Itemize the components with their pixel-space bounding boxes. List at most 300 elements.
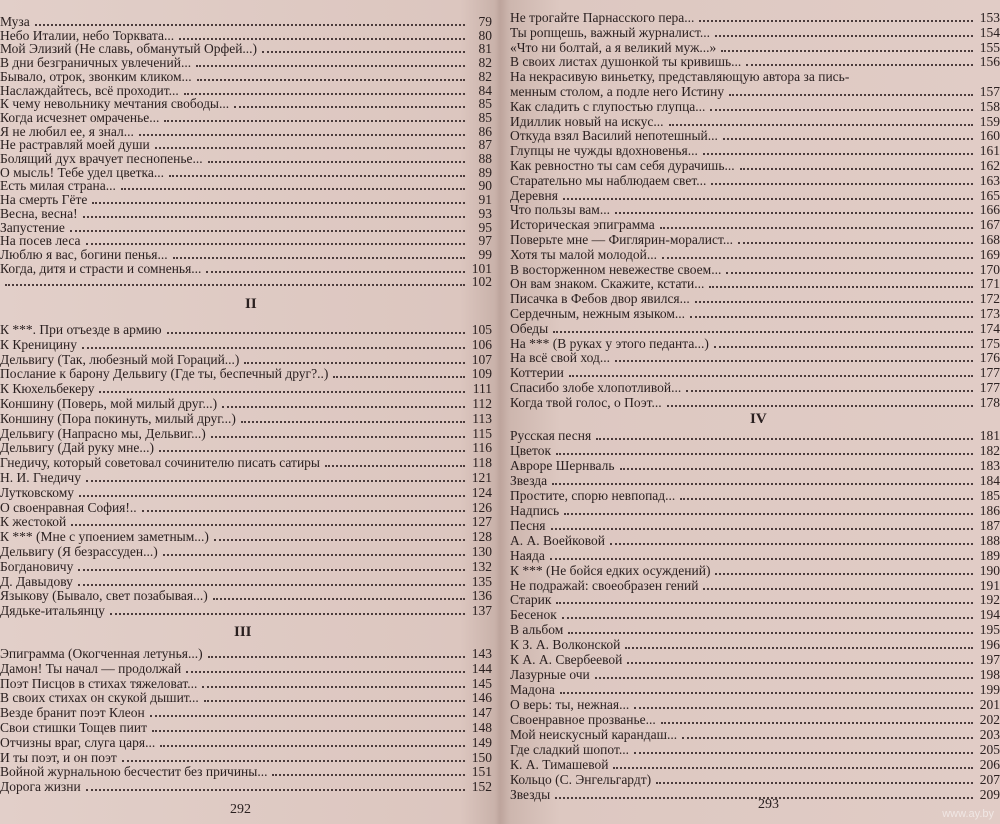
entry-page-number: 167 [979, 217, 1000, 233]
entry-page-number: 163 [979, 172, 1000, 188]
toc-entry [510, 232, 1000, 248]
entry-title: О мысль! Тебе удел цветка... [0, 164, 165, 180]
section-heading-ii: II [245, 296, 257, 312]
entry-title: К *** (Мне с упоением заметным...) [0, 529, 209, 545]
entry-page-number: 178 [979, 394, 1000, 410]
dot-leader [562, 617, 973, 619]
entry-title: В альбом [510, 622, 564, 638]
entry-title: Кольцо (С. Энгельгардт) [510, 771, 652, 787]
toc-entry [510, 158, 1000, 174]
toc-entry [0, 322, 492, 338]
dot-leader [83, 216, 465, 218]
entry-title: В своих стихах он скукой дышит... [0, 690, 199, 706]
dot-leader [620, 468, 973, 470]
entry-title: Дельвигу (Так, любезный мой Гораций...) [0, 351, 240, 367]
toc-entry [0, 574, 492, 590]
entry-page-number: 144 [471, 660, 492, 676]
toc-entry [0, 396, 492, 412]
entry-page-number: 196 [979, 637, 1000, 653]
dot-leader [78, 569, 465, 571]
entry-page-number: 155 [979, 39, 1000, 55]
toc-entry [510, 652, 1000, 668]
entry-page-number: 170 [979, 261, 1000, 277]
entry-title: Русская песня [510, 428, 592, 443]
dot-leader [121, 188, 465, 190]
entry-title: Д. Давыдову [0, 573, 73, 589]
dot-leader [726, 272, 973, 274]
entry-page-number: 80 [478, 27, 492, 43]
entry-page-number: 86 [478, 123, 492, 139]
entry-title: Старательно мы наблюдаем свет... [510, 172, 707, 188]
dot-leader [669, 124, 973, 126]
right-page [510, 0, 1000, 824]
dot-leader [695, 301, 973, 303]
entry-page-number: 132 [471, 558, 492, 574]
entry-title: Своенравное прозванье... [510, 712, 656, 728]
entry-title: Поэт Писцов в стихах тяжеловат... [0, 675, 198, 691]
entry-page-number: 113 [472, 410, 492, 426]
toc-entry [0, 559, 492, 575]
dot-leader [709, 286, 973, 288]
toc-entry [0, 440, 492, 456]
toc-entry [510, 607, 1000, 623]
toc-entry [510, 247, 1000, 263]
dot-leader [560, 692, 973, 694]
dot-leader [86, 480, 465, 482]
toc-entry [510, 365, 1000, 381]
toc-entry [510, 682, 1000, 698]
dot-leader [729, 94, 973, 96]
entry-title: Историческая эпиграмма [510, 217, 655, 233]
entry-page-number: 137 [471, 603, 492, 619]
entry-page-number: 206 [979, 756, 1000, 772]
toc-entry [0, 588, 492, 604]
dot-leader [272, 774, 465, 776]
dot-leader [703, 588, 973, 590]
toc-entry [510, 54, 1000, 70]
toc-entry [510, 306, 1000, 322]
entry-title: Свои стишки Тощев пиит [0, 720, 147, 735]
entry-title: Богдановичу [0, 558, 74, 574]
entry-title: Когда, дитя и страсти и сомненья... [0, 260, 202, 276]
entry-title: Эпиграмма (Окогченная летунья...) [0, 646, 203, 661]
entry-title: На некрасивую виньетку, представляющую автора за пись- [510, 69, 850, 85]
section-heading-iii: III [234, 624, 252, 640]
entry-page-number: 177 [979, 380, 1000, 395]
entry-title: К. А. Тимашевой [510, 756, 609, 772]
entry-page-number: 82 [478, 55, 492, 71]
dot-leader [615, 360, 973, 362]
dot-leader [234, 106, 465, 108]
dot-leader [208, 656, 465, 658]
entry-title: Ты ропщешь, важный журналист... [510, 24, 710, 40]
toc-entry [510, 443, 1000, 459]
toc-entry [510, 428, 1000, 444]
entry-title: Звезда [510, 472, 548, 488]
entry-page-number: 209 [979, 786, 1000, 802]
toc-entry [510, 563, 1000, 579]
dot-leader [680, 498, 973, 500]
entry-title: На всё свой ход... [510, 350, 610, 366]
toc-entry [510, 143, 1000, 159]
entry-title: Бесенок [510, 607, 557, 623]
toc-entry [0, 735, 492, 751]
entry-title: Не подражай: своеобразен гений [510, 577, 699, 593]
entry-page-number: 128 [471, 529, 492, 545]
entry-title: Мой Элизий (Не славь, обманутый Орфей...) [0, 41, 258, 57]
toc-entry [510, 202, 1000, 218]
entry-page-number: 189 [979, 547, 1000, 563]
toc-entry [0, 455, 492, 471]
dot-leader [208, 161, 465, 163]
dot-leader [595, 677, 973, 679]
toc-entry [0, 500, 492, 516]
entry-page-number: 154 [979, 24, 1000, 40]
dot-leader [214, 539, 465, 541]
toc-entry [510, 637, 1000, 653]
entry-title: К Кюхельбекеру [0, 381, 95, 397]
entry-title: В восторженном невежестве своем... [510, 261, 722, 277]
dot-leader [155, 147, 465, 149]
entry-title: Дорога жизни [0, 779, 81, 795]
dot-leader [5, 284, 465, 286]
entry-page-number: 203 [979, 727, 1000, 742]
dot-leader [625, 647, 973, 649]
entry-page-number: 91 [478, 192, 492, 208]
entry-page-number: 165 [979, 187, 1000, 203]
entry-page-number: 198 [979, 667, 1000, 683]
entry-page-number: 102 [471, 274, 492, 290]
dot-leader [610, 543, 973, 545]
dot-leader [213, 598, 465, 600]
dot-leader [682, 737, 973, 739]
dot-leader [71, 524, 465, 526]
dot-leader [667, 405, 973, 407]
dot-leader [211, 436, 465, 438]
toc-entry [0, 779, 492, 795]
entry-title: Гнедичу, который советовал сочинителю писать сатиры [0, 455, 320, 471]
dot-leader [152, 730, 465, 732]
dot-leader [202, 686, 465, 688]
toc-entry [510, 772, 1000, 788]
entry-page-number: 121 [471, 470, 492, 485]
entry-title: Откуда взял Василий непотешный... [510, 128, 718, 144]
entry-title: Где сладкий шопот... [510, 741, 629, 757]
entry-page-number: 97 [478, 233, 492, 249]
dot-leader [110, 613, 465, 615]
dot-leader [160, 745, 465, 747]
entry-page-number: 182 [979, 442, 1000, 458]
toc-entry [510, 473, 1000, 489]
entry-title: Идиллик новый на искус... [510, 113, 664, 129]
page-number: 293 [758, 797, 779, 812]
entry-title: Простите, спорю невпопад... [510, 487, 676, 503]
dot-leader [738, 242, 973, 244]
dot-leader [740, 168, 973, 170]
toc-entry [510, 25, 1000, 41]
entry-title: Дельвигу (Напрасно мы, Дельвиг...) [0, 425, 206, 441]
entry-page-number: 199 [979, 682, 1000, 698]
entry-title: Лазурные очи [510, 667, 590, 683]
toc-entry [510, 533, 1000, 549]
entry-title: Как ревностно ты сам себя дурачишь... [510, 158, 735, 173]
entry-title: Писачка в Фебов двор явился... [510, 291, 690, 307]
entry-page-number: 95 [478, 219, 492, 235]
dot-leader [99, 391, 465, 393]
toc-entry [0, 381, 492, 397]
entry-title: Люблю я вас, богини пенья... [0, 246, 168, 262]
entry-page-number: 115 [472, 425, 492, 441]
dot-leader [564, 513, 973, 515]
dot-leader [711, 183, 973, 185]
entry-title: Глупцы не чужды вдохновенья... [510, 143, 698, 159]
entry-page-number: 174 [979, 320, 1000, 336]
dot-leader [627, 662, 973, 664]
entry-page-number: 173 [979, 306, 1000, 321]
entry-title: О своенравная София!.. [0, 499, 137, 515]
entry-page-number: 191 [979, 577, 1000, 593]
toc-entry [510, 40, 1000, 56]
entry-title: Старик [510, 592, 552, 608]
toc-entry [510, 697, 1000, 713]
toc-entry [510, 188, 1000, 204]
dot-leader [70, 230, 465, 232]
entry-page-number: 135 [471, 573, 492, 589]
entry-page-number: 169 [979, 246, 1000, 262]
entry-title: Спасибо злобе хлопотливой... [510, 380, 682, 395]
toc-entry [510, 622, 1000, 638]
dot-leader [563, 198, 973, 200]
toc-entry [510, 578, 1000, 594]
dot-leader [615, 212, 973, 214]
toc-entry [510, 69, 1000, 85]
dot-leader [206, 271, 465, 273]
entry-page-number: 106 [471, 336, 492, 352]
toc-entry [510, 488, 1000, 504]
dot-leader [569, 375, 973, 377]
entry-title: Поверьте мне — Фиглярин-моралист... [510, 232, 733, 247]
entry-page-number: 171 [979, 276, 1000, 292]
entry-title: Как сладить с глупостью глупца... [510, 98, 706, 114]
toc-entry [510, 262, 1000, 278]
entry-page-number: 88 [478, 151, 492, 166]
entry-page-number: 202 [979, 712, 1000, 728]
entry-title: Авроре Шернваль [510, 457, 615, 473]
entry-page-number: 205 [979, 741, 1000, 757]
dot-leader [634, 707, 973, 709]
entry-title: Муза [0, 14, 30, 29]
dot-leader [164, 120, 465, 122]
dot-leader [710, 109, 973, 111]
toc-entry [0, 529, 492, 545]
entry-title: На смерть Гёте [0, 192, 88, 208]
toc-entry [510, 321, 1000, 337]
dot-leader [186, 671, 465, 673]
entry-title: Везде бранит поэт Клеон [0, 705, 145, 721]
entry-title: Наслаждайтесь, всё проходит... [0, 82, 179, 98]
dot-leader [333, 376, 465, 378]
entry-title: К З. А. Волконской [510, 637, 621, 653]
toc-entry [510, 757, 1000, 773]
entry-title: Дельвигу (Я безрассуден...) [0, 544, 158, 559]
dot-leader [703, 153, 973, 155]
dot-leader [325, 465, 465, 467]
dot-leader [35, 24, 465, 26]
left-page [0, 0, 492, 824]
toc-entry [0, 705, 492, 721]
entry-page-number: 85 [478, 96, 492, 112]
entry-title: Болящий дух врачует песнопенье... [0, 151, 203, 166]
entry-page-number: 112 [472, 396, 492, 411]
toc-entry [510, 350, 1000, 366]
entry-page-number: 177 [979, 365, 1000, 381]
dot-leader [660, 227, 973, 229]
entry-title: Дельвигу (Дай руку мне...) [0, 440, 155, 456]
dot-leader [78, 584, 465, 586]
entry-title: Когда исчезнет омраченье... [0, 109, 160, 125]
entry-page-number: 185 [979, 487, 1000, 503]
entry-page-number: 192 [979, 592, 1000, 608]
entry-page-number: 197 [979, 652, 1000, 668]
entry-page-number: 99 [478, 246, 492, 262]
entry-page-number: 184 [979, 472, 1000, 488]
toc-entry [510, 217, 1000, 233]
toc-entry [0, 764, 492, 780]
dot-leader [79, 495, 465, 497]
dot-leader [197, 79, 465, 81]
entry-page-number: 90 [478, 178, 492, 194]
toc-entry [510, 742, 1000, 758]
toc-entry [0, 676, 492, 692]
dot-leader [244, 362, 465, 364]
toc-entry [510, 458, 1000, 474]
toc-entry [510, 114, 1000, 130]
entry-page-number: 145 [471, 675, 492, 691]
entry-page-number: 150 [471, 749, 492, 765]
entry-title: И ты поэт, и он поэт [0, 749, 117, 765]
toc-entry [510, 128, 1000, 144]
entry-title: Он вам знаком. Скажите, кстати... [510, 276, 705, 292]
toc-entry [510, 291, 1000, 307]
entry-page-number: 153 [979, 10, 1000, 25]
toc-entry [510, 518, 1000, 534]
dot-leader [661, 722, 973, 724]
entry-title: Языкову (Бывало, свет позабывая...) [0, 588, 208, 604]
entry-title: К А. А. Свербеевой [510, 652, 623, 668]
entry-page-number: 187 [979, 517, 1000, 533]
dot-leader [613, 767, 973, 769]
dot-leader [150, 715, 465, 717]
entry-title: К *** (Не бойся едких осуждений) [510, 562, 711, 578]
dot-leader [204, 700, 465, 702]
dot-leader [721, 50, 973, 52]
entry-page-number: 127 [471, 514, 492, 530]
toc-entry [0, 720, 492, 736]
dot-leader [262, 51, 465, 53]
entry-page-number: 124 [471, 484, 492, 500]
entry-page-number: 81 [478, 41, 492, 57]
dot-leader [556, 602, 973, 604]
dot-leader [82, 347, 465, 349]
entry-title: В своих листах душонкой ты кривишь... [510, 54, 742, 70]
entry-title: Небо Италии, небо Торквата... [0, 27, 175, 43]
dot-leader [169, 175, 465, 177]
entry-page-number: 194 [979, 607, 1000, 623]
dot-leader [568, 632, 973, 634]
entry-page-number: 107 [471, 351, 492, 367]
entry-title: К Креницину [0, 336, 77, 352]
toc-entry [0, 603, 492, 619]
dot-leader [179, 38, 465, 40]
entry-title: Войной журнальною бесчестит без причины... [0, 764, 268, 780]
entry-page-number: 118 [472, 455, 492, 471]
entry-page-number: 161 [979, 143, 1000, 159]
toc-entry [0, 366, 492, 382]
entry-page-number: 85 [478, 109, 492, 125]
entry-title: Сердечным, нежным языком... [510, 306, 686, 321]
entry-title: Отчизны враг, слуга царя... [0, 734, 156, 750]
dot-leader [184, 93, 465, 95]
dot-leader [551, 528, 973, 530]
entry-title: К ***. При отъезде в армию [0, 322, 162, 337]
toc-entry [0, 426, 492, 442]
entry-page-number: 176 [979, 350, 1000, 366]
entry-title: Мой неискусный карандаш... [510, 727, 678, 742]
entry-title: Дамон! Ты начал — продолжай [0, 660, 182, 676]
entry-page-number: 175 [979, 335, 1000, 351]
entry-page-number: 87 [478, 137, 492, 153]
entry-page-number: 172 [979, 291, 1000, 307]
entry-title: Обеды [510, 320, 549, 336]
entry-page-number: 162 [979, 158, 1000, 173]
toc-entry [0, 274, 492, 290]
entry-title: Хотя ты малой молодой... [510, 246, 657, 262]
dot-leader [746, 64, 973, 66]
section-heading-iv: IV [750, 411, 767, 427]
entry-page-number: 186 [979, 502, 1000, 518]
toc-entry [510, 99, 1000, 115]
toc-entry [510, 592, 1000, 608]
dot-leader [552, 483, 973, 485]
entry-title: Послание к барону Дельвигу (Где ты, беспечный друг?..) [0, 366, 329, 382]
toc-entry [510, 10, 1000, 26]
dot-leader [222, 406, 465, 408]
dot-leader [122, 760, 465, 762]
entry-title: Надпись [510, 502, 560, 518]
entry-page-number: 126 [471, 499, 492, 515]
dot-leader [714, 346, 973, 348]
entry-page-number: 156 [979, 54, 1000, 70]
entry-title: А. А. Воейковой [510, 532, 606, 548]
toc-entry [0, 411, 492, 427]
page-number: 292 [230, 802, 251, 817]
entry-page-number: 130 [471, 544, 492, 559]
entry-page-number: 82 [478, 68, 492, 84]
toc-entry [0, 352, 492, 368]
dot-leader [596, 438, 973, 440]
entry-page-number: 116 [472, 440, 492, 456]
entry-title: Я не любил ее, я знал... [0, 123, 134, 139]
entry-page-number: 168 [979, 232, 1000, 247]
toc-entry [510, 173, 1000, 189]
entry-title: На *** (В руках у этого педанта...) [510, 335, 709, 351]
toc-entry [0, 690, 492, 706]
entry-title: Весна, весна! [0, 205, 78, 221]
dot-leader [196, 65, 465, 67]
entry-page-number: 148 [471, 720, 492, 735]
entry-page-number: 136 [471, 588, 492, 604]
entry-page-number: 146 [471, 690, 492, 706]
